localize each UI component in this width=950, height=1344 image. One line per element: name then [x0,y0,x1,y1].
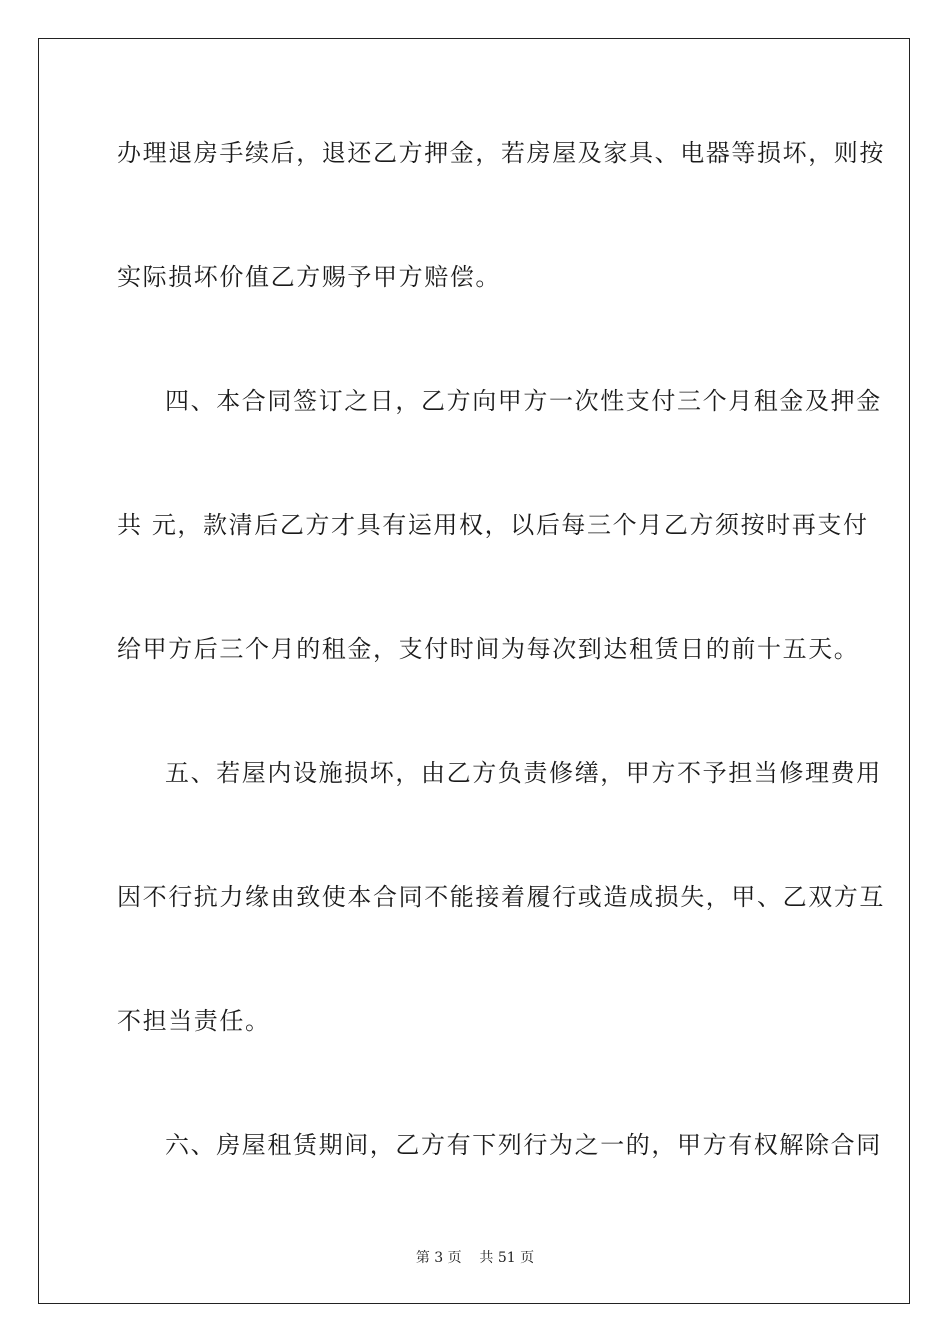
body-text-line: 办理退房手续后，退还乙方押金，若房屋及家具、电器等损坏，则按 [117,139,885,167]
body-text-line: 实际损坏价值乙方赐予甲方赔偿。 [117,263,501,291]
body-text-line: 共 元，款清后乙方才具有运用权，以后每三个月乙方须按时再支付 [117,511,869,539]
body-text-line: 给甲方后三个月的租金，支付时间为每次到达租赁日的前十五天。 [117,635,860,663]
page-number-footer: 第 3 页 共 51 页 [415,1250,535,1266]
page-border [38,38,910,1304]
clause-four-line: 四、本合同签订之日，乙方向甲方一次性支付三个月租金及押金 [165,387,882,415]
clause-six-line: 六、房屋租赁期间，乙方有下列行为之一的，甲方有权解除合同 [165,1131,882,1159]
clause-five-line: 五、若屋内设施损坏，由乙方负责修缮，甲方不予担当修理费用 [165,759,882,787]
body-text-line: 不担当责任。 [117,1007,271,1035]
body-text-line: 因不行抗力缘由致使本合同不能接着履行或造成损失，甲、乙双方互 [117,883,885,911]
